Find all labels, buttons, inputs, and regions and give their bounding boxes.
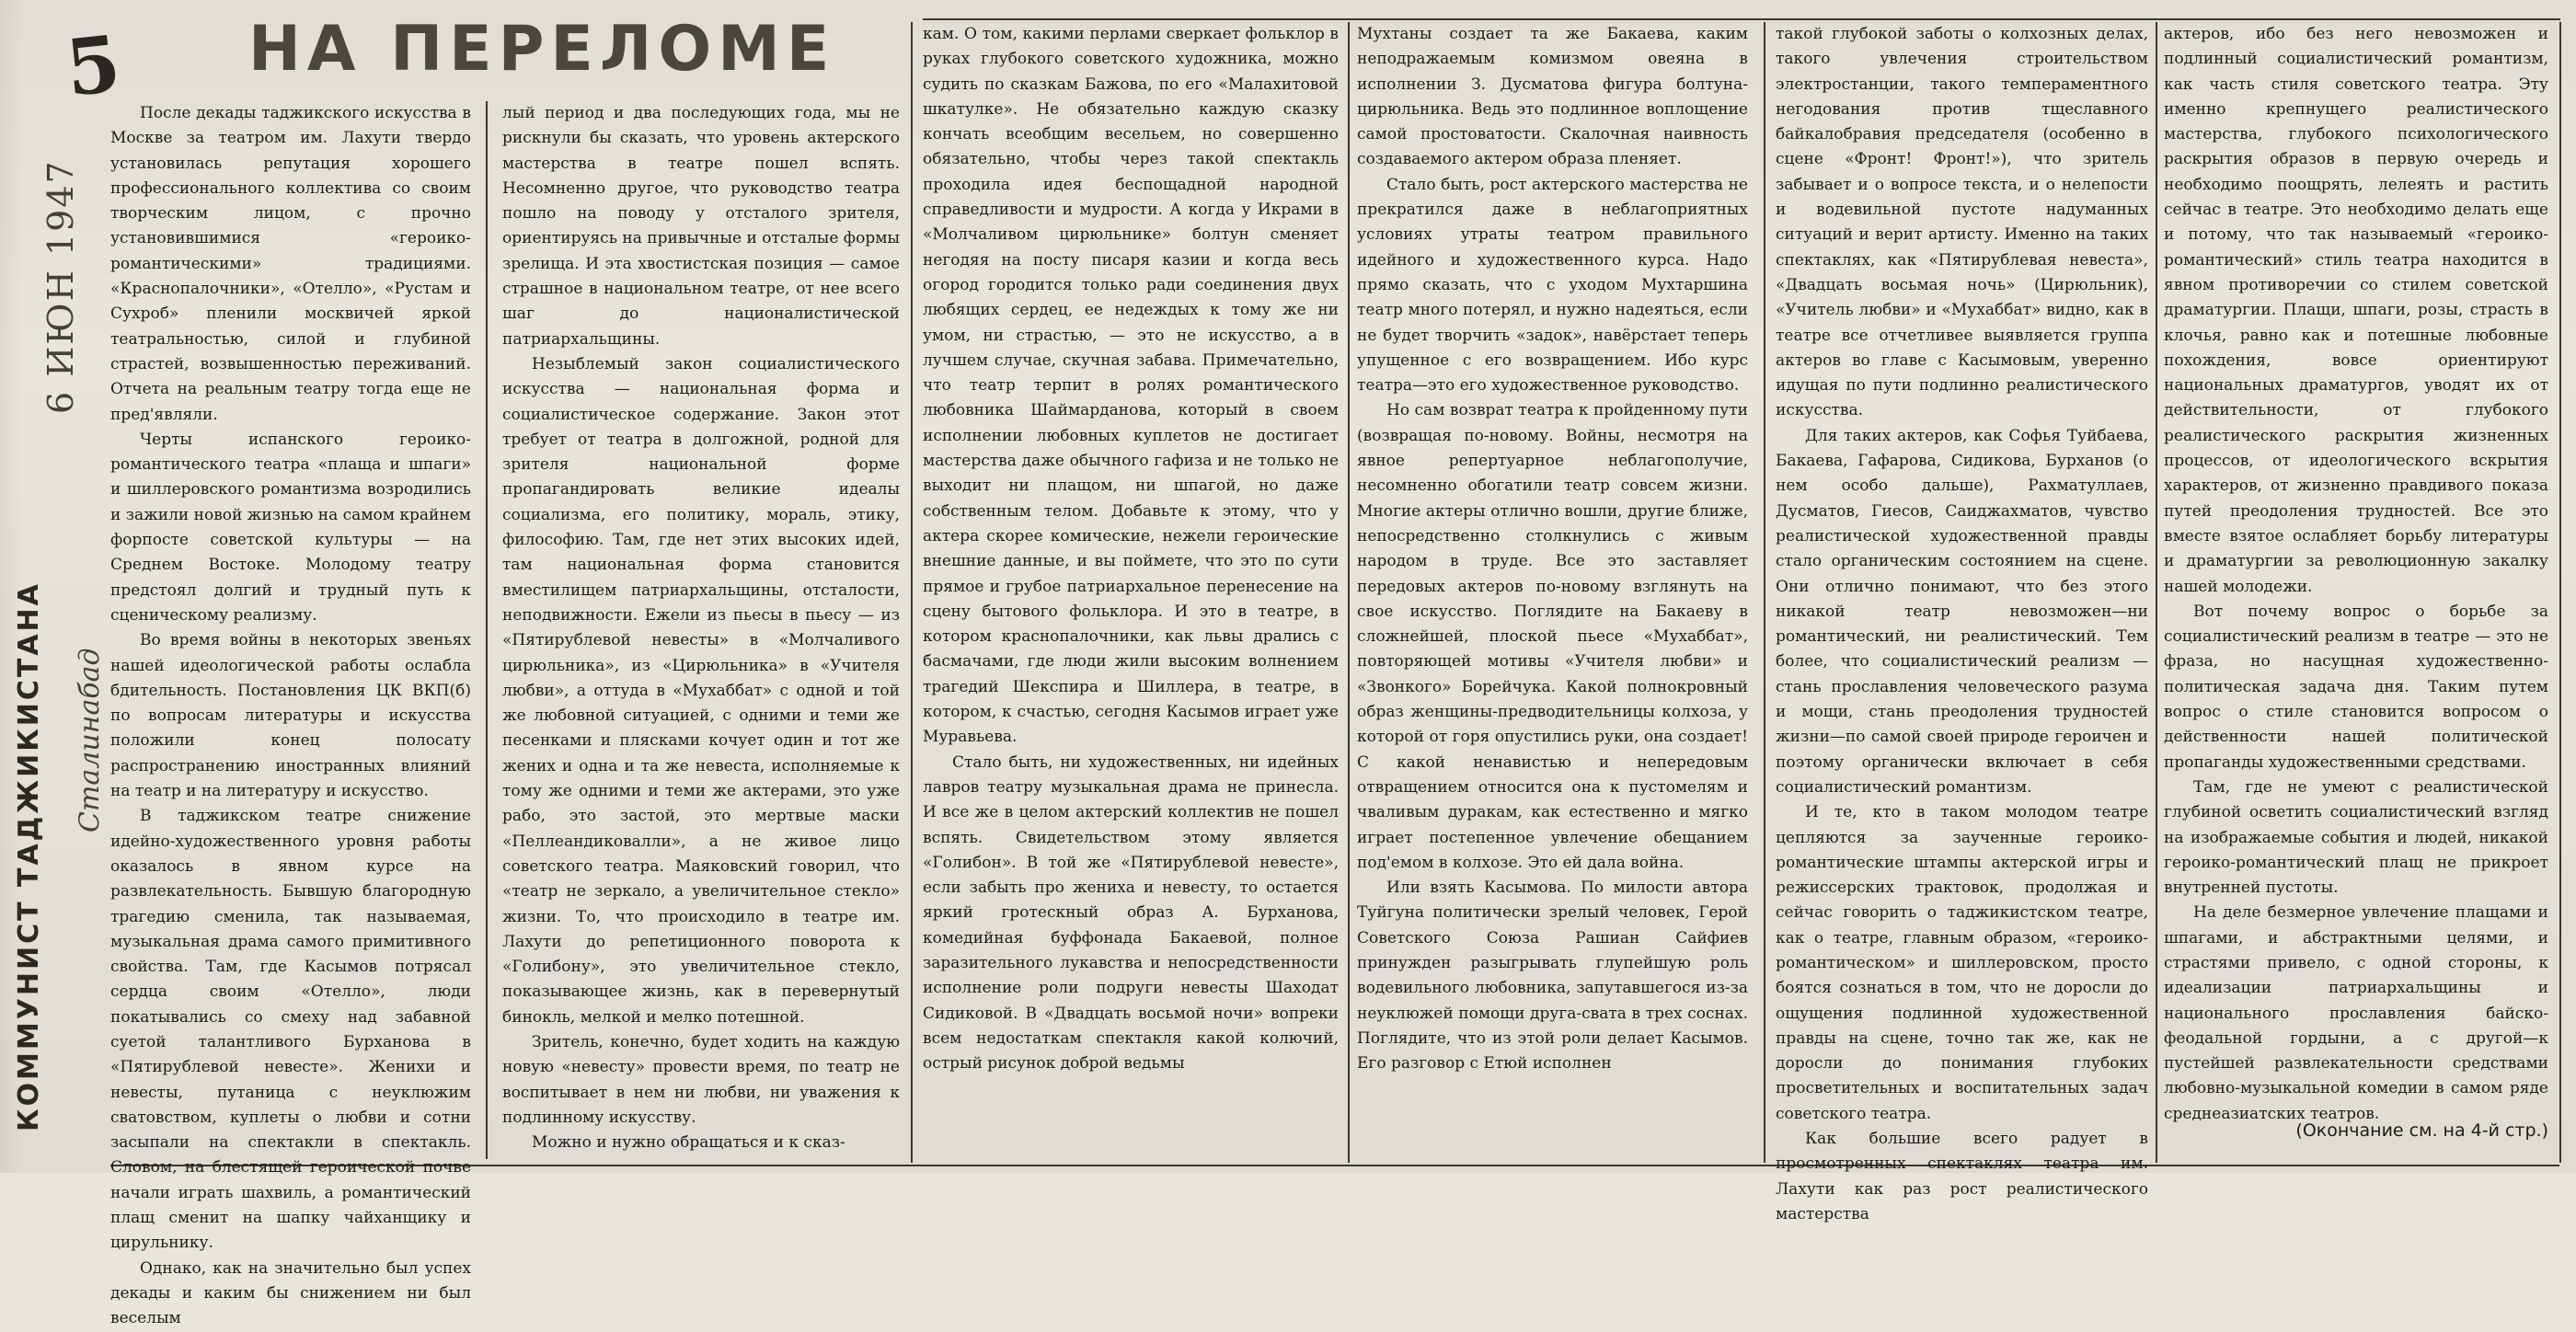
paragraph: актеров, ибо без него невозможен и подлинный социалистический романтизм, как часть стиля советского театра. Эту именно крепнущего реалистического мастерства, глубокого психологического раскрытия образов в первую очередь и необходимо поощрять, лелеять и растить сейчас в театре. Это необходимо делать еще и потому, что так называемый «героико-романтический» стиль театра находится в явном противоречии со стилем советской драматургии. Плащи, шпаги, розы, страсть в клочья, равно как и потешные любовные похождения, вовсе ориентируют национальных драматургов, уводят их от действительности, от глубокого реалистического раскрытия жизненных процессов, от идеологического вскрытия характеров, от жизненно правдивого показа путей преодоления трудностей. Все это вместе взятое ослабляет борьбу литературы и драматургии за революционную закалку нашей молодежи. (2164, 25, 2548, 596)
paragraph: Или взять Касымова. По милости автора Туйгуна политически зрелый человек, Герой Советского Союза Рашиан Сайфиев принужден разыгрывать глупейшую роль водевильного любовника, запутавшегося из-за неуклюжей помощи друга-свата в трех соснах. Поглядите, что из этой роли делает Касымов. Его разговор с Етюй исполнен (1357, 878, 1748, 1074)
paragraph: Можно и нужно обращаться и к сказ- (532, 1133, 845, 1153)
paragraph: Вот почему вопрос о борьбе за социалистический реализм в театре — это не фраза, но насущная художественно-политическая задача дня. Таким путем вопрос о стиле становится вопросом о действенности нашей политической пропаганды художественными средствами. (2164, 602, 2548, 772)
column-rule (1764, 22, 1765, 1163)
article-column-4 (1357, 22, 1748, 1121)
paragraph: Для таких актеров, как Софья Туйбаева, Бакаева, Гафарова, Сидикова, Бурханов (о нем особо дальше), Рахматуллаев, Дусматов, Гиесов, Саиджахматов, чувство реалистической художественной правды стало органическим состоянием на сцене. Они отлично понимают, что без этого никакой театр невозможен—ни романтический, ни реалистический. Тем более, что социалистический реализм — стань прославления человеческого разума и мощи, стань преодоления трудностей жизни—по самой своей природе героичен и поэтому органически включает в себя социалистический романтизм. (1776, 426, 2148, 797)
paragraph: Стало быть, рост актерского мастерства не прекратился даже в неблагоприятных условиях утраты театром правильного идейного и художественного курса. Надо прямо сказать, что с уходом Мухтаршина театр много потерял, и нужно надеяться, если не будет творчить «задок», навёрстает теперь упущенное с его возвращением. Ибо курс театра—это его художественное руководство. (1357, 175, 1748, 396)
column-rule (911, 22, 913, 1163)
paragraph: В таджикском театре снижение идейно-художественного уровня работы оказалось в явном курсе на развлекательность. Бывшую благородную трагедию сменила, так называемая, музыкальная драма самого примитивного свойства. Там, где Касымов потрясал сердца своим «Отелло», люди покатывались со смеху над забавной суетой талантливого Бурханова в «Пятирублевой невесте». Женихи и невесты, путаница с неуклюжим сватовством, куплеты о любви и сотни засыпали на спектакли в спектакль. Словом, на блестящей героической почве начали играть шахвиль, а романтический плащ сменит на шапку чайханщику и цирульнику. (110, 807, 471, 1253)
article-column-2 (502, 101, 900, 1153)
paragraph: После декады таджикского искусства в Москве за театром им. Лахути твердо установилась репутация хорошего профессионального коллектива со своим творческим лицом, с прочно установившимися «героико-романтическими» традициями. «Краснопалочники», «Отелло», «Рустам и Сухроб» пленили москвичей яркой театральностью, силой и глубиной страстей, возвышенностью переживаний. Отчета на реальным театру тогда еще не пред'являли. (110, 104, 471, 424)
continuation-note: (Окончание см. на 4-й стр.) (2295, 1120, 2548, 1141)
article-headline: НА ПЕРЕЛОМЕ (248, 13, 836, 86)
paragraph: Стало быть, ни художественных, ни идейных лавров театру музыкальная драма не принесла. И все же в целом актерский коллектив не пошел вспять. Свидетельством этому является «Голибон». В той же «Пятирублевой невесте», если забыть про жениха и невесту, то остается яркий гротескный образ А. Бурханова, комедийная буффонада Бакаевой, полное заразительного лукавства и непосредственности исполнение роли подруги невесты Шаходат Сидиковой. В «Двадцать восьмой ночи» вопреки всем недостаткам спектакля какой колючий, острый рисунок доброй ведьмы (923, 752, 1339, 1074)
newspaper-name: КОММУНИСТ ТАДЖИКИСТАНА (13, 581, 45, 1131)
paragraph: лый период и два последующих года, мы не рискнули бы сказать, что уровень актерского мастерства в театре пошел вспять. Несомненно другое, что руководство театра пошло на поводу у отсталого зрителя, ориентируясь на привычные и отсталые формы зрелища. И эта хвостистская позиция — самое страшное в национальном театре, от нее всего шаг до националистической патриархальщины. (502, 104, 900, 349)
article-column-6 (2164, 22, 2548, 1123)
paragraph: Черты испанского героико-романтического театра «плаща и шпаги» и шиллеровского романтизма возродились и зажили новой жизнью на самом крайнем форпосте советской культуры — на Среднем Востоке. Молодому театру предстоял долгий и трудный путь к сценическому реализму. (110, 430, 471, 625)
city-stamp: Сталинабад (74, 648, 106, 832)
paragraph: Мухтаны создает та же Бакаева, каким неподражаемым комизмом овеяна в исполнении З. Дусматова фигура болтуна-цирюльника. Ведь это подлинное воплощение самой простоватости. Скалочная наивность создаваемого актером образа пленяет. (1357, 25, 1748, 169)
paragraph: Зритель, конечно, будет ходить на каждую новую «невесту» провести время, по театр не воспитывает в нем ни любви, ни уважения к подлинному искусству. (502, 1032, 900, 1127)
paragraph: Но сам возврат театра к пройденному пути (возвращая по-новому. Войны, несмотря на явное репертуарное неблагополучие, несомненно обогатили театр совсем жизни. Многие актеры отлично вошли, другие ближе, непосредственно столкнулись с живым народом в труде. Все это заставляет передовых актеров по-новому взглянуть на свое искусство. Поглядите на Бакаеву в сложнейшей, плоской пьесе «Мухаббат», повторяющей мотивы «Учителя любви» и «Звонкого» Борейчука. Какой полнокровный образ женщины-предводительницы колхоза, у которой от горя опустились руки, она создает! С какой ненавистью и непередовым отвращением относится она к пустомелям и чваливым дуракам, как естественно и мягко играет постепенное увлечение обещанием под'емом в колхозе. Это ей дала война. (1357, 401, 1748, 872)
column-rule (1348, 22, 1350, 1163)
paragraph: кам. О том, какими перлами сверкает фольклор в руках глубокого советского художника, можно судить по сказкам Бажова, по его «Малахитовой шкатулке». Не обязательно каждую сказку кончать всеобщим весельем, но совершенно обязательно, чтобы через такой спектакль проходила идея беспощадной народной справедливости и мудрости. А когда у Икрами в «Молчаливом цирюльнике» болтун сменяет негодяя на посту писаря казии и когда весь огород городится только ради соединения двух любящих сердец, ее недеждых к тому же ни умом, ни страстью, — это не искусство, а в лучшем случае, скучная забава. Примечательно, что театр терпит в ролях романтического любовника Шаймарданова, который в своем исполнении любовных куплетов не достигает мастерства даже обычного гафиза и не только не выходит ни плащом, ни шпагой, но даже собственным телом. Добавьте к этому, что у актера скорее комические, нежели героические внешние данные, и вы поймете, что это по сути прямое и грубое патриархальное перенесение на сцену бытового фольклора. И это в театре, в котором краснопалочники, как львы дрались с басмачами, где люди жили высоким волнением трагедий Шекспира и Шиллера, в театре, в котором, к счастью, сегодня Касымов играет уже Муравьева. (923, 25, 1339, 747)
paragraph: такой глубокой заботы о колхозных делах, такого увлечения строительством электростанции, такого темпераментного негодования против тщеславного байкалобравия председателя (особенно в сцене «Фронт! Фронт!»), что зритель забывает и о вопросе текста, и о нелепости и водевильной пустоте надуманных ситуаций и верит артисту. Именно на таких спектаклях, как «Пятирублевая невеста», «Двадцать восьмая ночь» (Цирюльник), «Учитель любви» и «Мухаббат» видно, как в театре все отчетливее выявляется группа актеров во главе с Касымовым, уверенно идущая по пути подлинно реалистического искусства. (1776, 25, 2148, 420)
bottom-rule (110, 1165, 2559, 1166)
paragraph: Как большие всего радует в просмотренных спектаклях театра им. Лахути как раз рост реалистического мастерства (1776, 1130, 2148, 1223)
paragraph: Там, где не умеют с реалистической глубиной осветить социалистический взгляд на изображаемые события и людей, никакой героико-романтический плащ не прикроет внутренней пустоты. (2164, 777, 2548, 898)
handwritten-page-number: 5 (61, 17, 125, 114)
column-rule (486, 101, 488, 1159)
top-rule (923, 18, 2560, 20)
article-column-1 (110, 101, 471, 1328)
date-stamp: 6 ИЮН 1947 (40, 159, 81, 414)
left-margin (0, 0, 125, 1173)
article-column-5 (1776, 22, 2148, 1223)
article-column-3 (923, 22, 1339, 1121)
column-rule (2156, 22, 2157, 1163)
paragraph: На деле безмерное увлечение плащами и шпагами, и абстрактными целями, и страстями привело, с одной стороны, к идеализации патриархальщины и национального прославления байско-феодальной гордыни, а с другой—к пустейшей развлекательности средствами любовно-музыкальной комедии в самом ряде среднеазиатских театров. (2164, 903, 2548, 1123)
paragraph: И те, кто в таком молодом театре цепляются за заученные героико-романтические штампы актерской игры и режиссерских трактовок, продолжая и сейчас говорить о таджикистском театре, как о театре, главным образом, «героико-романтическом» и шиллеровском, просто боятся сознаться в том, что не доросли до ощущения подлинной художественной правды на сцене, точно так же, как не доросли до понимания глубоких просветительных и воспитательных задач советского театра. (1776, 803, 2148, 1123)
paragraph: Незыблемый закон социалистического искусства — национальная форма и социалистическое содержание. Закон этот требует от театра в долгожной, родной для зрителя национальной форме пропагандировать великие идеалы социализма, его политику, мораль, этику, философию. Там, где нет этих высоких идей, там национальная форма становится вместилищем патриархальщины, отсталости, неподвижности. Ежели из пьесы в пьесу — из «Пятирублевой невесты» в «Молчаливого цирюльника», из «Цирюльника» в «Учителя любви», а оттуда в «Мухаббат» с одной и той же любовной ситуацией, с одними и теми же песенками и плясками кочует один и тот же жених и одна и та же невеста, исполняемые к тому же одними и теми же актерами, это уже рабо, это застой, это мертвые маски «Пеллеандиковалли», а не живое лицо советского театра. Маяковский говорил, что «театр не зеркало, а увеличительное стекло» жизни. То, что происходило в театре им. Лахути до репетиционного поворота к «Голибону», это увеличительное стекло, показывающее жизнь, как в перевернутый бинокль, мелкой и мелко потешной. (502, 354, 900, 1027)
paragraph: Однако, как на значительно был успех декады и каким бы снижением ни был веселым (110, 1258, 471, 1328)
column-rule (2559, 22, 2561, 1163)
paragraph: Во время войны в некоторых звеньях нашей идеологической работы ослабла бдительность. Постановления ЦК ВКП(б) по вопросам литературы и искусства положили конец полосату распространению иностранных влияний на театр и на литературу и искусство. (110, 631, 471, 801)
